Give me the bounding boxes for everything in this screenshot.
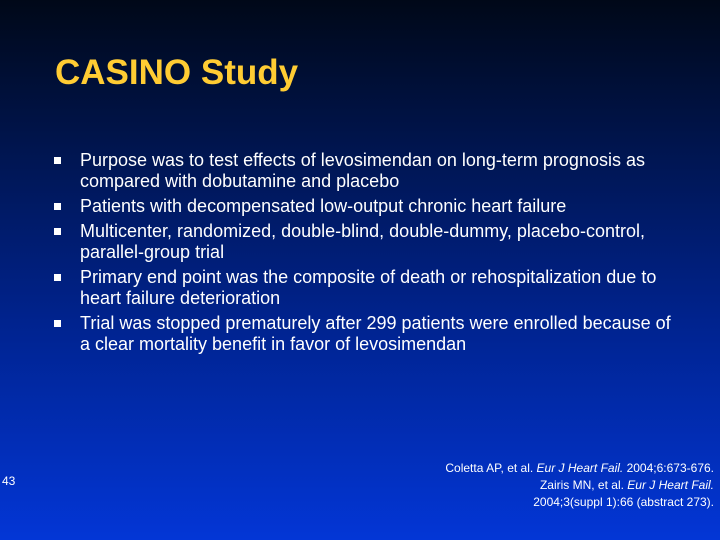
slide-number: 43 — [2, 474, 16, 488]
square-bullet-icon — [54, 274, 61, 281]
bullet-item — [52, 267, 672, 309]
citation-journal: Eur J Heart Fail. — [627, 478, 714, 492]
bullet-item — [52, 221, 672, 263]
bullet-list — [52, 150, 672, 359]
bullet-text: Multicenter, randomized, double-blind, double-dummy, placebo-control, parallel-group trial — [80, 221, 645, 262]
citation-line-1 — [445, 460, 714, 477]
bullet-text: Trial was stopped prematurely after 299 patients were enrolled because of a clear mortality benefit in favor of levosimendan — [80, 313, 671, 354]
bullet-item — [52, 150, 672, 192]
citation-reference: 2004;6:673-676. — [623, 461, 714, 475]
citation-line-3: 2004;3(suppl 1):66 (abstract 273). — [533, 495, 714, 509]
square-bullet-icon — [54, 320, 61, 327]
square-bullet-icon — [54, 228, 61, 235]
bullet-item — [52, 313, 672, 355]
citation-journal: Eur J Heart Fail. — [536, 461, 624, 475]
bullet-text: Patients with decompensated low-output chronic heart failure — [80, 196, 567, 216]
citation — [445, 460, 714, 511]
square-bullet-icon — [54, 203, 61, 210]
slide-title: CASINO Study — [55, 53, 299, 92]
bullet-item — [52, 196, 672, 217]
bullet-text: Primary end point was the composite of death or rehospitalization due to heart failure deterioration — [80, 267, 657, 308]
citation-authors: Coletta AP, et al. — [445, 461, 537, 475]
citation-line-2 — [445, 477, 714, 494]
square-bullet-icon — [54, 157, 61, 164]
bullet-text: Purpose was to test effects of levosimendan on long-term prognosis as compared with dobutamine and placebo — [80, 150, 645, 191]
citation-authors: Zairis MN, et al. — [539, 478, 628, 492]
